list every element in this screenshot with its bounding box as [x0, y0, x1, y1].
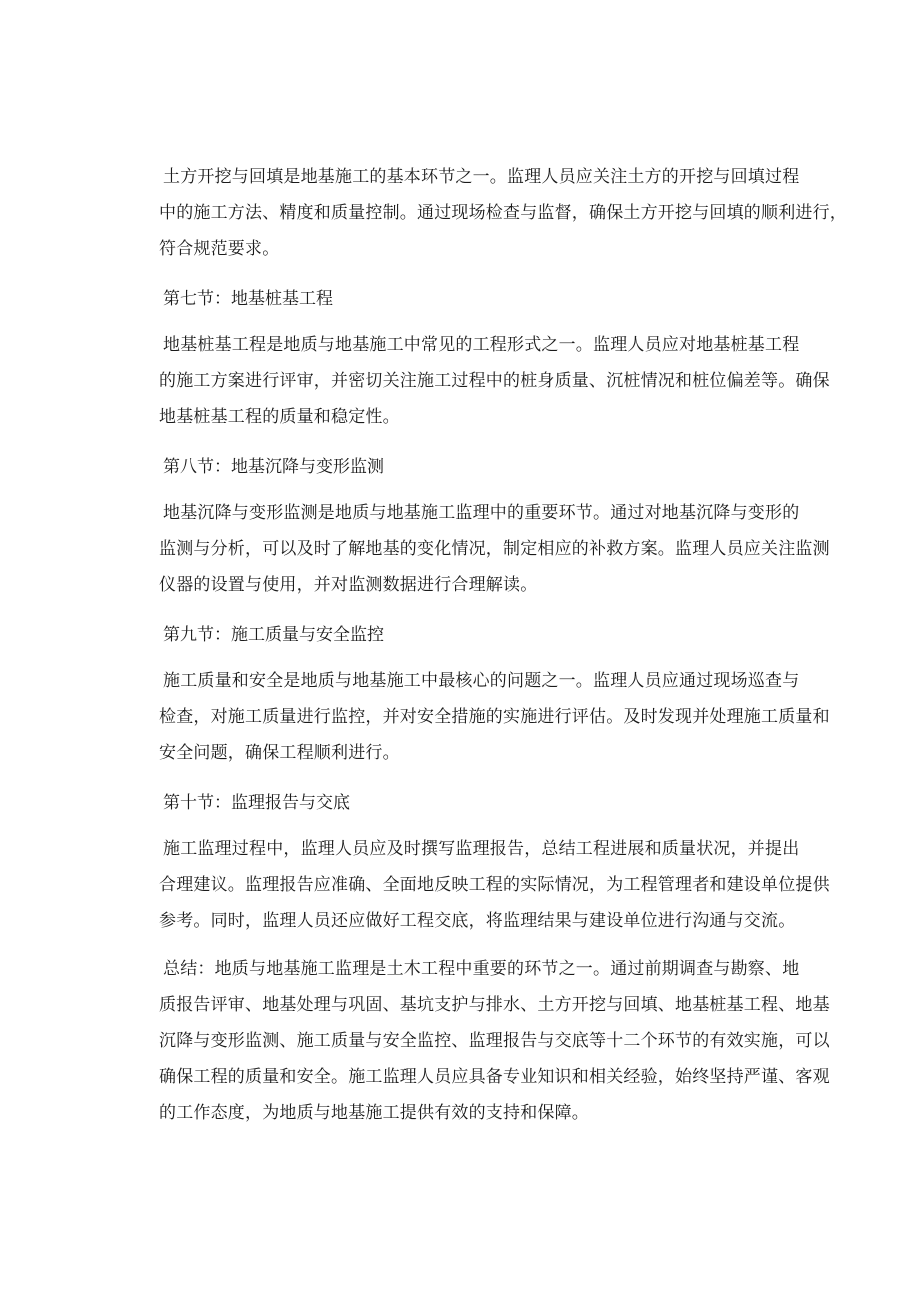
- paragraph-line: 施工监理过程中，监理人员应及时撰写监理报告，总结工程进展和质量状况，并提出: [163, 839, 800, 859]
- paragraph-pile: [159, 327, 830, 435]
- section-heading-9: 第九节：施工质量与安全监控: [163, 625, 384, 645]
- section-heading-10: 第十节：监理报告与交底: [163, 793, 350, 813]
- paragraph-quality: [159, 663, 830, 771]
- paragraph-line: 确保工程的质量和安全。施工监理人员应具备专业知识和相关经验，始终坚持严谨、客观: [159, 1067, 830, 1087]
- paragraph-line: 符合规范要求。: [159, 239, 280, 259]
- paragraph-line: 合理建议。监理报告应准确、全面地反映工程的实际情况，为工程管理者和建设单位提供: [159, 875, 830, 895]
- paragraph-line: 施工质量和安全是地质与地基施工中最核心的问题之一。监理人员应通过现场巡查与: [163, 671, 800, 691]
- paragraph-line: 总结：地质与地基施工监理是土木工程中重要的环节之一。通过前期调查与勘察、地: [163, 959, 800, 979]
- paragraph-line: 质报告评审、地基处理与巩固、基坑支护与排水、土方开挖与回填、地基桩基工程、地基: [159, 995, 830, 1015]
- paragraph-line: 中的施工方法、精度和质量控制。通过现场检查与监督，确保土方开挖与回填的顺利进行，: [159, 203, 847, 223]
- paragraph-line: 检查，对施工质量进行监控，并对安全措施的实施进行评估。及时发现并处理施工质量和: [159, 707, 830, 727]
- paragraph-line: 监测与分析，可以及时了解地基的变化情况，制定相应的补救方案。监理人员应关注监测: [159, 539, 830, 559]
- paragraph-line: 地基桩基工程是地质与地基施工中常见的工程形式之一。监理人员应对地基桩基工程: [163, 335, 800, 355]
- paragraph-line: 地基沉降与变形监测是地质与地基施工监理中的重要环节。通过对地基沉降与变形的: [163, 503, 800, 523]
- paragraph-line: 土方开挖与回填是地基施工的基本环节之一。监理人员应关注土方的开挖与回填过程: [163, 167, 800, 187]
- paragraph-line: 参考。同时，监理人员还应做好工程交底，将监理结果与建设单位进行沟通与交流。: [159, 911, 796, 931]
- section-heading-7: 第七节：地基桩基工程: [163, 289, 333, 309]
- paragraph-earthwork: [159, 159, 847, 267]
- paragraph-line: 沉降与变形监测、施工质量与安全监控、监理报告与交底等十二个环节的有效实施，可以: [159, 1031, 830, 1051]
- paragraph-line: 安全问题，确保工程顺利进行。: [159, 743, 400, 763]
- paragraph-summary: [159, 951, 830, 1131]
- paragraph-line: 地基桩基工程的质量和稳定性。: [159, 407, 400, 427]
- section-heading-8: 第八节：地基沉降与变形监测: [163, 457, 384, 477]
- paragraph-settlement: [159, 495, 830, 603]
- paragraph-line: 的施工方案进行评审，并密切关注施工过程中的桩身质量、沉桩情况和桩位偏差等。确保: [159, 371, 830, 391]
- paragraph-report: [159, 831, 830, 939]
- paragraph-line: 的工作态度，为地质与地基施工提供有效的支持和保障。: [159, 1103, 589, 1123]
- paragraph-line: 仪器的设置与使用，并对监测数据进行合理解读。: [159, 575, 538, 595]
